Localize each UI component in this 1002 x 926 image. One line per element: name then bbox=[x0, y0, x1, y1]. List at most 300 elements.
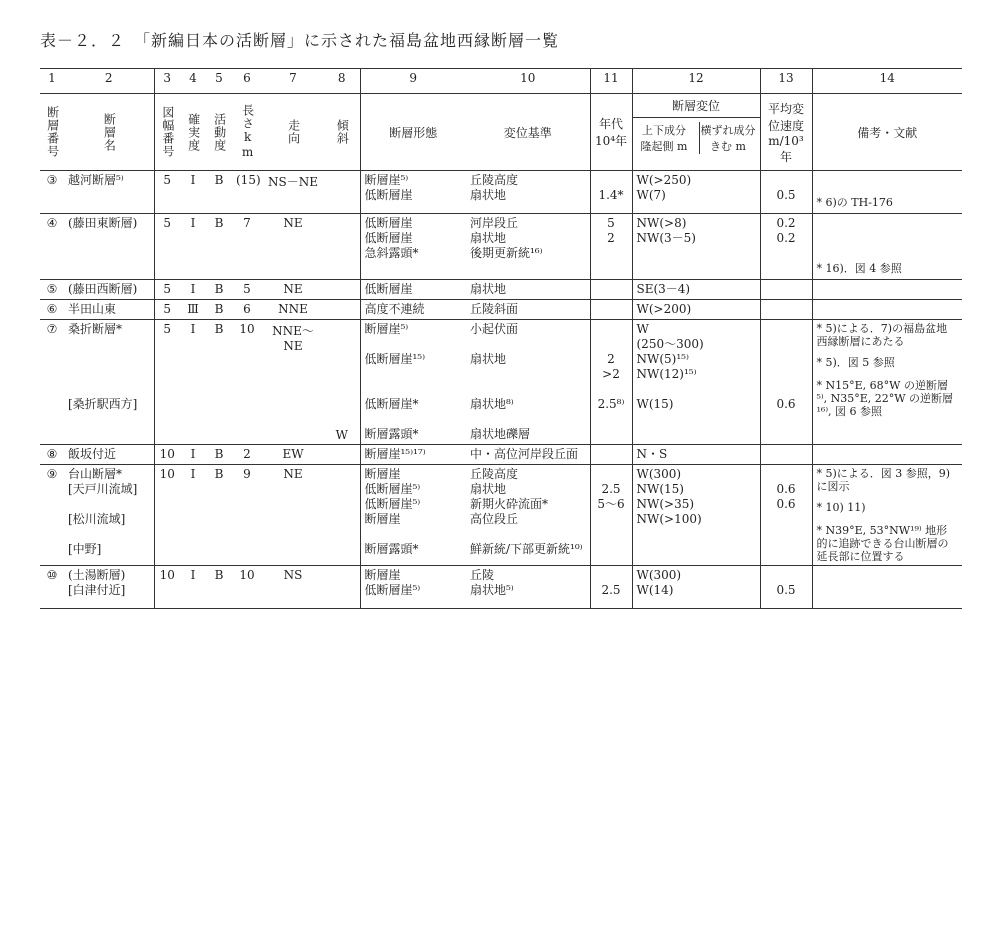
remarks-line: * 16)．図 4 参照 bbox=[816, 262, 902, 275]
certainty-value: Ⅰ bbox=[190, 216, 196, 230]
remarks-line: * 10) 11) bbox=[816, 501, 866, 514]
cell-slip-rate bbox=[760, 300, 812, 320]
table-row bbox=[40, 465, 962, 566]
cell-strike bbox=[262, 171, 324, 214]
fault-name-line bbox=[68, 382, 150, 397]
slip-rate-line bbox=[765, 282, 808, 297]
remarks-line: * 6)の TH-176 bbox=[816, 196, 893, 209]
displacement-ref-line bbox=[470, 382, 586, 397]
cell-map-number bbox=[154, 320, 180, 445]
cell-remarks bbox=[812, 280, 962, 300]
cell-strike bbox=[262, 280, 324, 300]
cell-length bbox=[232, 566, 262, 609]
cell-remarks bbox=[812, 465, 962, 566]
remarks-line bbox=[817, 216, 959, 231]
cell-dip bbox=[324, 171, 360, 214]
cell-strike bbox=[262, 566, 324, 609]
cell-displacement-ref bbox=[466, 445, 590, 465]
slip-rate-line bbox=[765, 568, 808, 583]
activity-value: B bbox=[214, 447, 224, 461]
remarks-line bbox=[817, 591, 959, 606]
cell-displacement bbox=[632, 465, 760, 566]
cell-fault-number bbox=[40, 465, 64, 566]
displacement-line bbox=[637, 527, 756, 542]
cell-certainty bbox=[180, 445, 206, 465]
cell-dip bbox=[324, 566, 360, 609]
age-line bbox=[595, 382, 628, 397]
slip-rate-line: 0.6 bbox=[776, 482, 796, 496]
age-line: 2.5 bbox=[601, 583, 621, 597]
displacement-line bbox=[637, 382, 756, 397]
fault-name-line: (土湯断層) bbox=[68, 568, 126, 582]
age-line bbox=[595, 173, 628, 188]
displacement-line: W(14) bbox=[636, 583, 674, 597]
cell-slip-rate bbox=[760, 280, 812, 300]
map-number-value: 5 bbox=[163, 173, 172, 187]
displacement-line: NW(>100) bbox=[636, 512, 702, 526]
fault-number-value: ⑤ bbox=[46, 282, 58, 296]
slip-rate-line bbox=[765, 382, 808, 397]
cell-displacement-ref bbox=[466, 566, 590, 609]
displacement-line: W(7) bbox=[636, 188, 666, 202]
cell-activity bbox=[206, 171, 232, 214]
col-num-9: 9 bbox=[360, 69, 466, 94]
cell-displacement bbox=[632, 566, 760, 609]
displacement-ref-line: 中・高位河岸段丘面 bbox=[470, 447, 579, 461]
certainty-value: Ⅰ bbox=[190, 173, 196, 187]
cell-map-number bbox=[154, 465, 180, 566]
fault-name-line: (藤田東断層) bbox=[68, 216, 138, 230]
map-number-value: 5 bbox=[163, 282, 172, 296]
cell-dip bbox=[324, 320, 360, 445]
slip-rate-line bbox=[765, 467, 808, 482]
cell-fault-name bbox=[64, 445, 154, 465]
length-value: 9 bbox=[243, 467, 251, 481]
activity-value: B bbox=[214, 322, 224, 336]
slip-rate-line bbox=[765, 367, 808, 382]
displacement-line: SE(3－4) bbox=[636, 282, 691, 296]
length-value: 2 bbox=[243, 447, 251, 461]
map-number-value: 5 bbox=[163, 216, 172, 230]
age-line bbox=[595, 447, 628, 462]
fault-number-value: ③ bbox=[46, 173, 58, 187]
cell-certainty bbox=[180, 300, 206, 320]
displacement-ref-line: 新期火砕流面* bbox=[470, 497, 549, 511]
fault-form-line: 低断層崖⁵⁾ bbox=[364, 497, 421, 511]
cell-activity bbox=[206, 280, 232, 300]
remarks-line bbox=[817, 282, 959, 297]
fault-number-value: ④ bbox=[46, 216, 58, 230]
cell-dip bbox=[324, 465, 360, 566]
slip-rate-line bbox=[765, 412, 808, 427]
header-age: 年代 10⁴年 bbox=[590, 94, 632, 171]
displacement-ref-line: 丘陵斜面 bbox=[470, 302, 519, 316]
fault-name-line bbox=[68, 352, 150, 367]
strike-value: NS－NE bbox=[268, 175, 318, 189]
table-row bbox=[40, 280, 962, 300]
slip-rate-line bbox=[765, 302, 808, 317]
displacement-line bbox=[637, 246, 756, 261]
cell-certainty bbox=[180, 320, 206, 445]
cell-remarks bbox=[812, 300, 962, 320]
cell-displacement-ref bbox=[466, 300, 590, 320]
fault-form-line: 断層露頭* bbox=[364, 542, 419, 556]
activity-value: B bbox=[214, 173, 224, 187]
slip-rate-line bbox=[765, 527, 808, 542]
displacement-ref-line bbox=[470, 527, 586, 542]
displacement-ref-line: 扇状地 bbox=[470, 282, 507, 296]
cell-strike bbox=[262, 300, 324, 320]
age-line bbox=[595, 246, 628, 261]
age-line bbox=[595, 427, 628, 442]
cell-slip-rate bbox=[760, 445, 812, 465]
displacement-ref-line: 扇状地 bbox=[470, 188, 507, 202]
age-line bbox=[595, 337, 628, 352]
fault-form-line: 断層崖⁵⁾ bbox=[364, 322, 409, 336]
cell-age bbox=[590, 320, 632, 445]
displacement-ref-line bbox=[470, 337, 586, 352]
header-certainty: 確実度 bbox=[186, 112, 201, 152]
cell-fault-form bbox=[360, 465, 466, 566]
fault-form-line: 高度不連続 bbox=[364, 302, 425, 316]
activity-value: B bbox=[214, 467, 224, 481]
table-title: 表－２．２ 「新編日本の活断層」に示された福島盆地西縁断層一覧 bbox=[40, 31, 560, 50]
fault-form-line: 断層崖 bbox=[364, 512, 401, 526]
certainty-value: Ⅰ bbox=[190, 568, 196, 582]
cell-map-number bbox=[154, 566, 180, 609]
cell-strike bbox=[262, 320, 324, 445]
slip-rate-line bbox=[765, 447, 808, 462]
col-num-3: 3 bbox=[154, 69, 180, 94]
fault-name-line: (藤田西断層) bbox=[68, 282, 138, 296]
cell-dip bbox=[324, 445, 360, 465]
cell-fault-form bbox=[360, 320, 466, 445]
age-line: 2.5⁸⁾ bbox=[597, 397, 625, 411]
displacement-line: NW(15) bbox=[636, 482, 684, 496]
slip-rate-line bbox=[765, 246, 808, 261]
activity-value: B bbox=[214, 568, 224, 582]
fault-form-line bbox=[365, 367, 463, 382]
age-line: 1.4* bbox=[598, 188, 624, 202]
cell-fault-name bbox=[64, 465, 154, 566]
col-num-14: 14 bbox=[812, 69, 962, 94]
col-num-10: 10 bbox=[466, 69, 590, 94]
fault-form-line: 断層崖 bbox=[364, 568, 401, 582]
age-line bbox=[595, 512, 628, 527]
cell-fault-name bbox=[64, 171, 154, 214]
header-activity: 活動度 bbox=[212, 112, 227, 152]
cell-fault-name bbox=[64, 566, 154, 609]
cell-age bbox=[590, 214, 632, 280]
cell-fault-number bbox=[40, 280, 64, 300]
fault-form-line bbox=[365, 382, 463, 397]
cell-fault-number bbox=[40, 300, 64, 320]
length-value: 6 bbox=[243, 302, 251, 316]
slip-rate-line: 0.2 bbox=[776, 216, 796, 230]
cell-dip bbox=[324, 300, 360, 320]
table-row bbox=[40, 445, 962, 465]
slip-rate-line bbox=[765, 512, 808, 527]
cell-fault-name bbox=[64, 320, 154, 445]
fault-form-line: 急斜露頭* bbox=[364, 246, 419, 260]
displacement-line: NW(>35) bbox=[636, 497, 695, 511]
displacement-ref-line: 扇状地 bbox=[470, 352, 507, 366]
displacement-ref-line: 扇状地⁸⁾ bbox=[470, 397, 514, 411]
header-remarks: 備考・文献 bbox=[812, 94, 962, 171]
fault-name-line: 越河断層⁵⁾ bbox=[68, 173, 124, 187]
fault-form-line: 低断層崖 bbox=[364, 216, 413, 230]
certainty-value: Ⅲ bbox=[187, 302, 199, 316]
cell-certainty bbox=[180, 280, 206, 300]
header-map-number: 図幅番号 bbox=[160, 106, 175, 158]
cell-fault-number bbox=[40, 445, 64, 465]
cell-dip bbox=[324, 280, 360, 300]
slip-rate-line: 0.6 bbox=[776, 397, 796, 411]
displacement-ref-line: 後期更新統¹⁶⁾ bbox=[470, 246, 543, 260]
displacement-line bbox=[637, 542, 756, 557]
fault-name-line: [桑折駅西方] bbox=[68, 397, 138, 411]
age-line: 5 bbox=[607, 216, 615, 230]
cell-certainty bbox=[180, 566, 206, 609]
length-value: 5 bbox=[243, 282, 251, 296]
fault-name-line: 桑折断層* bbox=[68, 322, 123, 336]
cell-slip-rate bbox=[760, 566, 812, 609]
age-line bbox=[595, 467, 628, 482]
fault-name-line: [白津付近] bbox=[68, 583, 126, 597]
cell-displacement-ref bbox=[466, 465, 590, 566]
cell-remarks bbox=[812, 445, 962, 465]
fault-name-line bbox=[68, 527, 150, 542]
displacement-ref-line: 扇状地⁵⁾ bbox=[470, 583, 514, 597]
displacement-ref-line: 河岸段丘 bbox=[470, 216, 519, 230]
fault-name-line: [中野] bbox=[68, 542, 102, 556]
displacement-line: NW(3－5) bbox=[636, 231, 696, 245]
cell-displacement bbox=[632, 280, 760, 300]
cell-displacement bbox=[632, 320, 760, 445]
dip-value: W bbox=[335, 428, 348, 442]
cell-length bbox=[232, 171, 262, 214]
col-num-6: 6 bbox=[232, 69, 262, 94]
cell-age bbox=[590, 566, 632, 609]
displacement-line: (250～300) bbox=[636, 337, 704, 351]
cell-certainty bbox=[180, 171, 206, 214]
strike-value: NE bbox=[283, 216, 303, 230]
map-number-value: 5 bbox=[163, 322, 172, 336]
map-number-value: 5 bbox=[163, 302, 172, 316]
fault-number-value: ⑥ bbox=[46, 302, 58, 316]
slip-rate-line bbox=[765, 173, 808, 188]
cell-age bbox=[590, 280, 632, 300]
age-line bbox=[595, 542, 628, 557]
col-num-13: 13 bbox=[760, 69, 812, 94]
fault-form-line: 断層崖 bbox=[364, 467, 401, 481]
displacement-ref-line: 小起伏面 bbox=[470, 322, 519, 336]
cell-remarks bbox=[812, 214, 962, 280]
strike-value: NE bbox=[283, 282, 303, 296]
age-line bbox=[595, 412, 628, 427]
cell-activity bbox=[206, 445, 232, 465]
displacement-ref-line: 扇状地 bbox=[470, 231, 507, 245]
length-value: 10 bbox=[239, 568, 255, 582]
cell-map-number bbox=[154, 300, 180, 320]
displacement-ref-line: 鮮新統/下部更新統¹⁰⁾ bbox=[470, 542, 583, 556]
cell-fault-name bbox=[64, 214, 154, 280]
fault-form-line: 低断層崖 bbox=[364, 231, 413, 245]
table-row bbox=[40, 171, 962, 214]
slip-rate-line: 0.2 bbox=[776, 231, 796, 245]
displacement-line: NW(12)¹⁵⁾ bbox=[636, 367, 697, 381]
slip-rate-line bbox=[765, 542, 808, 557]
cell-fault-form bbox=[360, 214, 466, 280]
displacement-line: W(>250) bbox=[636, 173, 692, 187]
remarks-line: * 5)．図 5 参照 bbox=[816, 356, 895, 369]
header-displacement-ref: 変位基準 bbox=[466, 94, 590, 171]
age-line: >2 bbox=[602, 367, 620, 381]
strike-value: NS bbox=[283, 568, 303, 582]
fault-form-line: 低断層崖¹⁵⁾ bbox=[364, 352, 426, 366]
age-line: 2 bbox=[607, 231, 615, 245]
age-line bbox=[595, 322, 628, 337]
certainty-value: Ⅰ bbox=[190, 282, 196, 296]
activity-value: B bbox=[214, 282, 224, 296]
cell-map-number bbox=[154, 171, 180, 214]
slip-rate-line: 0.5 bbox=[776, 583, 796, 597]
col-num-2: 2 bbox=[64, 69, 154, 94]
age-line: 5～6 bbox=[597, 497, 625, 511]
slip-rate-line: 0.6 bbox=[776, 497, 796, 511]
cell-fault-form bbox=[360, 171, 466, 214]
cell-displacement bbox=[632, 300, 760, 320]
displacement-ref-line bbox=[470, 412, 586, 427]
fault-form-line: 断層露頭* bbox=[364, 427, 419, 441]
displacement-line: NW(>8) bbox=[636, 216, 687, 230]
fault-number-value: ⑨ bbox=[46, 467, 58, 481]
cell-map-number bbox=[154, 280, 180, 300]
cell-slip-rate bbox=[760, 320, 812, 445]
cell-activity bbox=[206, 465, 232, 566]
cell-slip-rate bbox=[760, 465, 812, 566]
fault-number-value: ⑧ bbox=[46, 447, 58, 461]
fault-form-line: 低断層崖⁵⁾ bbox=[364, 583, 421, 597]
cell-slip-rate bbox=[760, 171, 812, 214]
cell-map-number bbox=[154, 445, 180, 465]
cell-dip bbox=[324, 214, 360, 280]
cell-remarks bbox=[812, 320, 962, 445]
cell-activity bbox=[206, 300, 232, 320]
fault-name-line bbox=[68, 497, 150, 512]
cell-length bbox=[232, 320, 262, 445]
header-fault-form: 断層形態 bbox=[360, 94, 466, 171]
cell-length bbox=[232, 465, 262, 566]
cell-length bbox=[232, 300, 262, 320]
table-row bbox=[40, 566, 962, 609]
displacement-ref-line: 丘陵高度 bbox=[470, 467, 519, 481]
header-fault-displacement: 断層変位 bbox=[633, 94, 760, 118]
remarks-line bbox=[817, 447, 959, 462]
fault-form-line: 断層崖⁵⁾ bbox=[364, 173, 409, 187]
slip-rate-line bbox=[765, 352, 808, 367]
cell-fault-form bbox=[360, 445, 466, 465]
col-num-5: 5 bbox=[206, 69, 232, 94]
fault-name-line: 半田山東 bbox=[68, 302, 117, 316]
col-num-4: 4 bbox=[180, 69, 206, 94]
remarks-line bbox=[817, 173, 959, 188]
col-num-8: 8 bbox=[324, 69, 360, 94]
length-value: 7 bbox=[243, 216, 251, 230]
strike-value: NE bbox=[283, 467, 303, 481]
displacement-line: N・S bbox=[636, 447, 668, 461]
cell-displacement-ref bbox=[466, 171, 590, 214]
cell-displacement bbox=[632, 214, 760, 280]
displacement-ref-line: 丘陵 bbox=[470, 568, 495, 582]
remarks-line: * 5)による．図 3 参照，9)に図示 bbox=[816, 467, 951, 493]
displacement-line: W(15) bbox=[636, 397, 674, 411]
cell-displacement-ref bbox=[466, 320, 590, 445]
remarks-line: * N15°E, 68°W の逆断層⁵⁾, N35°E, 22°W の逆断層¹⁶⁾, 図 6 参照 bbox=[816, 379, 954, 418]
cell-certainty bbox=[180, 214, 206, 280]
col-num-12: 12 bbox=[632, 69, 760, 94]
fault-form-line bbox=[365, 412, 463, 427]
header-row bbox=[40, 94, 962, 171]
cell-fault-form bbox=[360, 280, 466, 300]
fault-name-line: 台山断層* bbox=[68, 467, 123, 481]
cell-displacement bbox=[632, 171, 760, 214]
displacement-line: W bbox=[636, 322, 649, 336]
slip-rate-line bbox=[765, 427, 808, 442]
displacement-line: W(300) bbox=[636, 467, 682, 481]
fault-form-line: 低断層崖⁵⁾ bbox=[364, 482, 421, 496]
fault-number-value: ⑩ bbox=[46, 568, 58, 582]
cell-fault-number bbox=[40, 214, 64, 280]
header-dip: 傾斜 bbox=[335, 119, 350, 145]
cell-fault-name bbox=[64, 300, 154, 320]
displacement-ref-line: 扇状地 bbox=[470, 482, 507, 496]
map-number-value: 10 bbox=[159, 467, 175, 481]
table-row bbox=[40, 300, 962, 320]
certainty-value: Ⅰ bbox=[190, 447, 196, 461]
remarks-line: * 5)による．7)の福島盆地西縁断層にあたる bbox=[816, 322, 948, 348]
fault-form-line: 低断層崖 bbox=[364, 282, 413, 296]
age-line: 2 bbox=[607, 352, 615, 366]
cell-age bbox=[590, 300, 632, 320]
cell-remarks bbox=[812, 171, 962, 214]
cell-fault-number bbox=[40, 320, 64, 445]
fault-name-line bbox=[68, 367, 150, 382]
cell-strike bbox=[262, 465, 324, 566]
displacement-ref-line: 丘陵高度 bbox=[470, 173, 519, 187]
remarks-line bbox=[817, 239, 959, 254]
cell-displacement-ref bbox=[466, 214, 590, 280]
activity-value: B bbox=[214, 302, 224, 316]
col-num-1: 1 bbox=[40, 69, 64, 94]
fault-form-line bbox=[365, 527, 463, 542]
cell-activity bbox=[206, 214, 232, 280]
cell-slip-rate bbox=[760, 214, 812, 280]
map-number-value: 10 bbox=[159, 447, 175, 461]
age-line: 2.5 bbox=[601, 482, 621, 496]
displacement-line: NW(5)¹⁵⁾ bbox=[636, 352, 689, 366]
fault-form-line: 低断層崖* bbox=[364, 397, 419, 411]
cell-fault-number bbox=[40, 566, 64, 609]
cell-fault-form bbox=[360, 300, 466, 320]
header-strike: 走向 bbox=[286, 119, 301, 145]
header-fault-number: 断層番号 bbox=[45, 106, 60, 158]
cell-map-number bbox=[154, 214, 180, 280]
displacement-line: W(300) bbox=[636, 568, 682, 582]
strike-value: EW bbox=[282, 447, 304, 461]
slip-rate-line: 0.5 bbox=[776, 188, 796, 202]
displacement-line: W(>200) bbox=[636, 302, 692, 316]
